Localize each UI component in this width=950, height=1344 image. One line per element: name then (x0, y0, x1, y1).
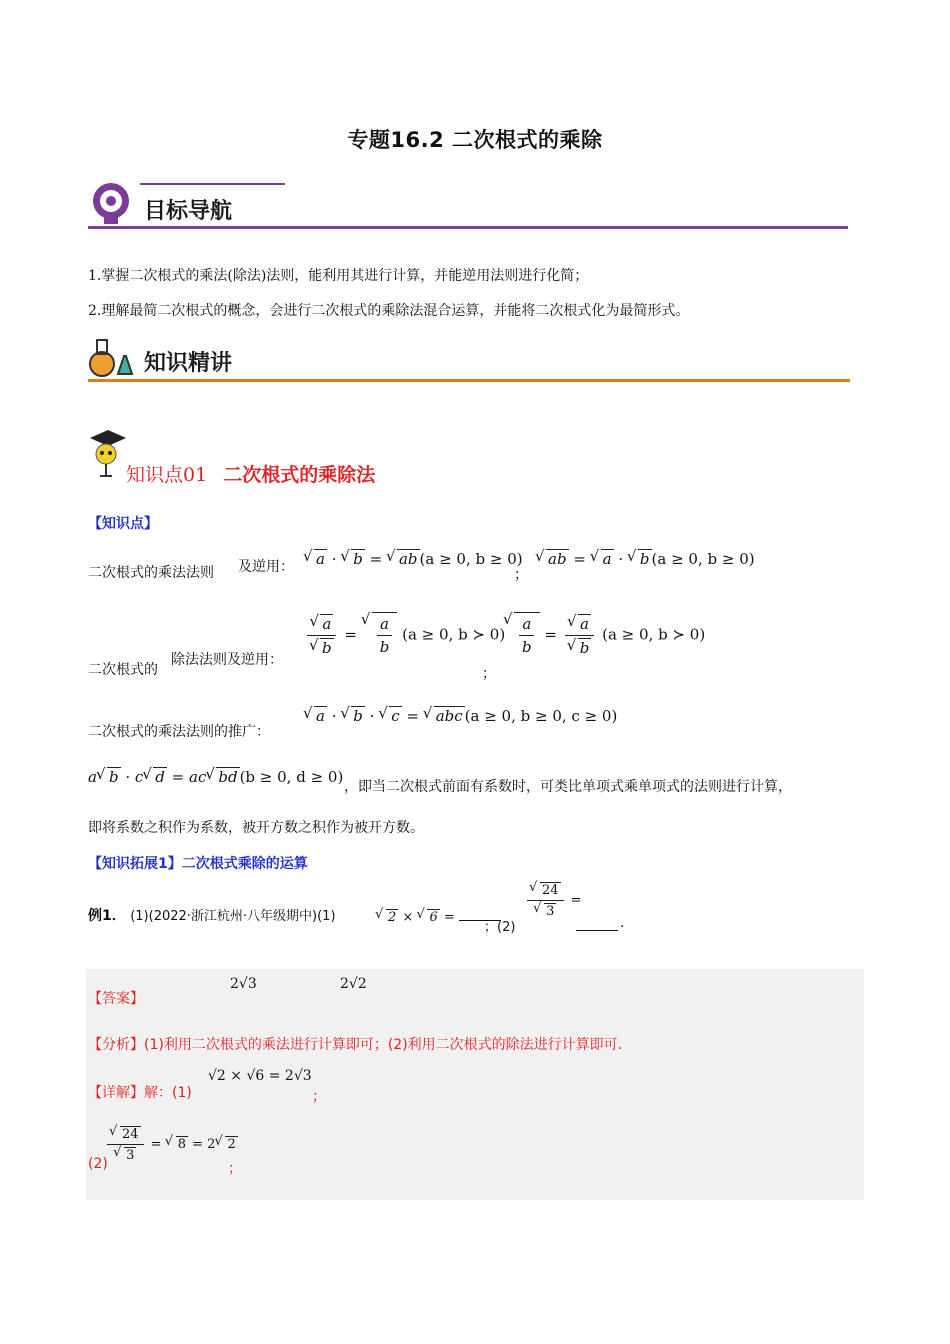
divider (88, 379, 850, 382)
rule-text: 二次根式的乘法法则的推广： (88, 724, 270, 740)
knowledge-point-title: 二次根式的乘除法 (223, 464, 376, 486)
separator: ； (312, 1089, 326, 1105)
scholar-mascot-icon (86, 428, 126, 480)
section-heading-knowledge: 知识精讲 (144, 351, 233, 376)
rule-text: 及逆用： (238, 559, 294, 575)
example-source: (1)(2022·浙江杭州·八年级期中)(1) (130, 909, 336, 924)
rule-text: 二次根式的 (88, 662, 158, 678)
detail-label: 【详解】 (88, 1085, 144, 1101)
rule-multiplication-label (88, 563, 214, 583)
formula-condition: (a ≥ 0, b ≻ 0) (402, 625, 506, 644)
separator: ； (514, 567, 528, 583)
example-expression-2: √ 24 √ 3 = (524, 882, 582, 919)
answer-label: 【答案】 (88, 991, 144, 1007)
separator: ； (228, 1161, 242, 1177)
detail-equation-2: √ 24 √ 3 = √ 8 = 2√ 2 (104, 1126, 238, 1163)
goal-item: 1.掌握二次根式的乘法(除法)法则，能利用其进行计算，并能逆用法则进行化简； (88, 268, 589, 284)
formula-division: √ a √ b = √ $\frac{a}{b}$ (a ≥ 0, b ≻ 0) (304, 612, 505, 657)
rule-text: 即将系数之积作为系数，被开方数之积作为被开方数。 (88, 820, 424, 836)
formula-condition: (b ≥ 0, d ≥ 0) (239, 768, 344, 786)
divider (88, 226, 848, 229)
rule-text: 除法法则及逆用： (171, 652, 283, 668)
formula-condition: (a ≥ 0, b ≥ 0) (651, 550, 755, 568)
formula-coefficients: a√ b · c√ d = ac√ bd (b ≥ 0, d ≥ 0) (88, 767, 343, 786)
formula-multiplication: √ a · √ b = √ ab (a ≥ 0, b ≥ 0) (304, 549, 523, 568)
answer-box (86, 969, 864, 1200)
analysis-text: (1)利用二次根式的乘法进行计算即可；(2)利用二次根式的除法进行计算即可. (144, 1037, 623, 1053)
lab-flask-icon (88, 336, 134, 380)
answer-blank[interactable] (576, 916, 618, 931)
section-heading-goals: 目标导航 (144, 199, 233, 224)
knowledge-point-heading (126, 460, 375, 487)
analysis-line (88, 1034, 622, 1054)
answer-value-1: 2√3 (230, 976, 257, 992)
example-end: . (620, 915, 625, 931)
page-title: 专题16.2 二次根式的乘除 (347, 128, 603, 152)
example-expression-1: √ 2 × √ 6 = (376, 906, 501, 925)
analysis-label: 【分析】 (88, 1037, 144, 1053)
extension-label: 【知识拓展1】二次根式乘除的运算 (88, 856, 308, 872)
detail-prefix: 解：(1) (144, 1085, 192, 1101)
example-separator: ；(2) (484, 920, 516, 935)
detail-part2-prefix: (2) (88, 1156, 108, 1172)
section-banner-goals (88, 180, 848, 232)
goal-item: 2.理解最简二次根式的概念，会进行二次根式的乘除法混合运算，并能将二次根式化为最简形式。 (88, 303, 690, 319)
example-prefix: 例1． (88, 908, 126, 924)
example-line (88, 905, 336, 925)
formula-generalization: √ a · √ b · √ c = √ abc (a ≥ 0, b ≥ 0, c ≥ 0) (304, 706, 617, 725)
separator: ； (482, 666, 496, 682)
rule-text: 二次根式的乘法法则 (88, 565, 214, 581)
formula-multiplication-reverse: √ ab = √ a · √ b (a ≥ 0, b ≥ 0) (536, 549, 755, 568)
section-banner-knowledge (88, 334, 850, 386)
formula-division-reverse: √ $\frac{a}{b}$ = √ a √ b (a ≥ 0, b ≻ 0) (504, 612, 705, 657)
answer-value-2: 2√2 (340, 976, 367, 992)
knowledge-label: 【知识点】 (88, 516, 158, 532)
knowledge-point-number: 知识点01 (126, 464, 208, 486)
formula-condition: (a ≥ 0, b ≥ 0, c ≥ 0) (464, 707, 618, 725)
formula-condition: (a ≥ 0, b ≻ 0) (602, 625, 706, 644)
brain-icon (90, 180, 132, 226)
formula-condition: (a ≥ 0, b ≥ 0) (419, 550, 523, 568)
rule-text: ，即当二次根式前面有系数时，可类比单项式乘单项式的法则进行计算， (344, 779, 792, 795)
detail-line (88, 1082, 192, 1102)
detail-equation-1: √2 × √6 = 2√3 (208, 1068, 312, 1084)
